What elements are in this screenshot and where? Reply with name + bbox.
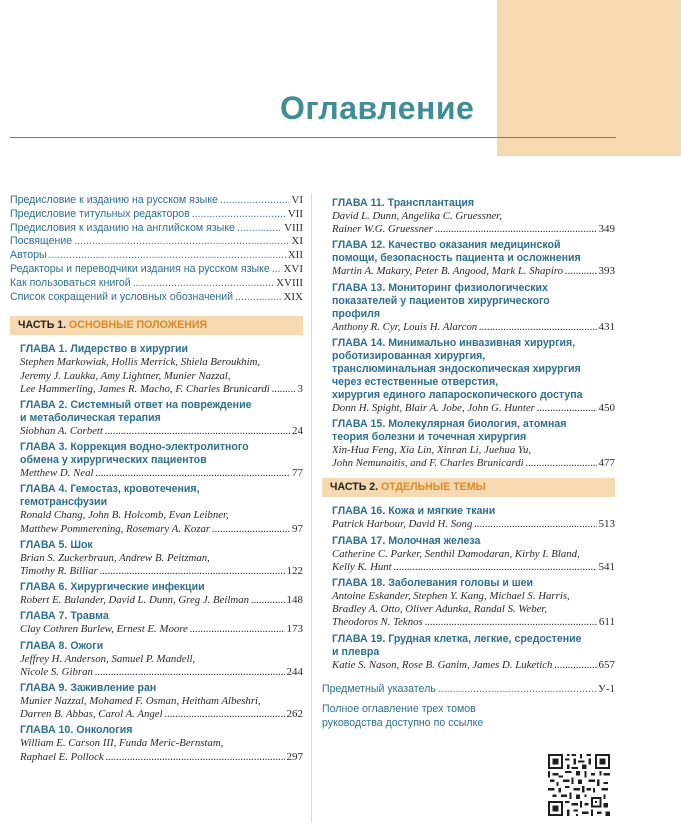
chapter-entry[interactable]: [20, 483, 303, 535]
chapter-title: ГЛАВА 10. Онкология: [20, 724, 133, 737]
chapter-authors: Ronald Chang, John B. Holcomb, Evan Leibner,: [20, 509, 229, 522]
chapter-authors-last-line: [20, 425, 303, 438]
page-number: 244: [286, 665, 303, 678]
dot-leader: [95, 666, 285, 679]
dot-leader: [95, 467, 290, 480]
chapter-entry[interactable]: [20, 682, 303, 721]
chapter-authors-last-line: [20, 565, 303, 578]
front-matter-item[interactable]: [10, 208, 303, 222]
dot-leader: [190, 623, 285, 636]
note-line: руководства доступно по ссылке: [322, 716, 484, 729]
front-matter-item[interactable]: [10, 263, 303, 277]
chapter-title: ГЛАВА 1. Лидерство в хирургии: [20, 343, 189, 356]
page-number: 393: [598, 265, 615, 278]
chapter-authors-last-line: [332, 457, 615, 470]
chapter-title: ГЛАВА 18. Заболевания головы и шеи: [332, 577, 534, 590]
chapter-authors-last-line: [332, 518, 615, 531]
page-number: VI: [291, 194, 303, 206]
dot-leader: [220, 194, 289, 208]
chapter-title: ГЛАВА 2. Системный ответ на повреждение: [20, 398, 252, 411]
page-number: 541: [598, 560, 615, 573]
chapter-authors: Xin-Hua Feng, Xia Lin, Xinran Li, Juehua Yu,: [332, 444, 532, 457]
right-column: [322, 194, 615, 730]
chapter-authors-last-line: [20, 623, 303, 636]
chapter-title: и плевра: [332, 645, 380, 658]
chapter-authors: Catherine C. Parker, Senthil Damodaran, Kirby I. Bland,: [332, 547, 580, 560]
index-entry[interactable]: [322, 682, 615, 696]
dot-leader: [105, 425, 290, 438]
chapter-title: ГЛАВА 14. Минимально инвазивная хирургия,: [332, 336, 576, 349]
chapter-entry[interactable]: [332, 535, 615, 574]
chapter-title: ГЛАВА 13. Мониторинг физиологических: [332, 281, 548, 294]
chapter-entry[interactable]: [332, 505, 615, 531]
chapter-entry[interactable]: [332, 418, 615, 470]
chapter-title: транслюминальная эндоскопическая хирургия: [332, 362, 581, 375]
chapter-authors-last-line: [20, 594, 303, 607]
chapter-list-left: [10, 343, 303, 763]
chapter-authors: Clay Cothren Burlew, Ernest E. Moore: [20, 623, 188, 636]
chapter-authors: Brian S. Zuckerbraun, Andrew B. Peitzman,: [20, 551, 210, 564]
page-number: 148: [286, 594, 303, 607]
chapter-entry[interactable]: [20, 581, 303, 607]
front-matter-item[interactable]: [10, 222, 303, 236]
page-number: VII: [287, 207, 303, 220]
chapter-authors: Antoine Eskander, Stephen Y. Kang, Michael S. Harris,: [332, 590, 570, 603]
page-number: 262: [286, 708, 303, 721]
dot-leader: [133, 277, 274, 291]
front-matter-title: Список сокращений и условных обозначений: [10, 290, 234, 303]
page-number: 24: [292, 424, 303, 437]
dot-leader: [537, 402, 597, 415]
dot-leader: [526, 457, 597, 470]
chapter-authors: Bradley A. Otto, Oliver Adunka, Randal S. Weber,: [332, 603, 548, 616]
chapter-title: ГЛАВА 11. Трансплантация: [332, 197, 475, 209]
front-matter-item[interactable]: [10, 291, 303, 305]
chapter-title: роботизированная хирургия,: [332, 349, 486, 362]
page-number: XVI: [283, 262, 303, 275]
chapter-authors: Stephen Markowiak, Hollis Merrick, Shiela Beroukhim,: [20, 356, 261, 369]
part-1-title: ОСНОВНЫЕ ПОЛОЖЕНИЯ: [69, 319, 208, 332]
page-number: XIX: [283, 290, 303, 303]
dot-leader: [438, 682, 596, 696]
chapter-entry[interactable]: [20, 724, 303, 763]
chapter-title: через естественные отверстия,: [332, 375, 499, 388]
front-matter-title: Предисловия к изданию на английском языке: [10, 221, 235, 234]
chapter-entry[interactable]: [332, 633, 615, 672]
page-title: Оглавление: [280, 90, 475, 126]
chapter-entry[interactable]: [20, 399, 303, 438]
title-divider: [10, 137, 616, 138]
chapter-title: ГЛАВА 9. Заживление ран: [20, 682, 157, 695]
dot-leader: [192, 208, 286, 222]
chapter-authors-last-line: [332, 321, 615, 334]
chapter-entry[interactable]: [332, 337, 615, 415]
chapter-authors-last-line: [332, 659, 615, 672]
chapter-title: ГЛАВА 3. Коррекция водно-электролитного: [20, 441, 249, 454]
chapter-authors: William E. Carson III, Funda Meric-Bernstam,: [20, 737, 224, 750]
chapter-authors: Munier Nazzal, Mohamed F. Osman, Heitham Albeshri,: [20, 695, 261, 708]
front-matter-title: Редакторы и переводчики издания на русском языке: [10, 262, 270, 275]
chapter-title: ГЛАВА 6. Хирургические инфекции: [20, 581, 205, 594]
chapter-entry[interactable]: [20, 343, 303, 396]
part-2-header: [322, 478, 615, 497]
chapter-authors: Raphael E. Pollock: [20, 750, 104, 763]
left-column: [10, 194, 303, 764]
chapter-authors: Matthew Pommerening, Rosemary A. Kozar: [20, 522, 211, 535]
chapter-title: ГЛАВА 12. Качество оказания медицинской: [332, 239, 561, 252]
chapter-title: ГЛАВА 19. Грудная клетка, легкие, средостение: [332, 632, 582, 645]
front-matter-title: Как пользоваться книгой: [10, 276, 131, 289]
part-1-header: [10, 316, 303, 335]
chapter-list-right-part2: [322, 505, 615, 671]
page-number: 657: [598, 658, 615, 671]
page-number: 477: [598, 457, 615, 470]
front-matter-title: Предисловие титульных редакторов: [10, 207, 190, 220]
dot-leader: [237, 222, 282, 236]
chapter-authors-last-line: [332, 265, 615, 278]
dot-leader: [106, 751, 285, 764]
dot-leader: [251, 594, 284, 607]
chapter-authors: Rainer W.G. Gruessner: [332, 223, 433, 236]
dot-leader: [394, 561, 597, 574]
page-number: 513: [598, 518, 615, 531]
chapter-authors: Donn H. Spight, Blair A. Jobe, John G. Hunter: [332, 401, 535, 414]
chapter-title: и метаболическая терапия: [20, 411, 161, 424]
dot-leader: [165, 708, 285, 721]
dot-leader: [474, 518, 596, 531]
chapter-entry[interactable]: [332, 577, 615, 630]
chapter-authors: Timothy R. Billiar: [20, 565, 98, 577]
chapter-entry[interactable]: [332, 197, 615, 236]
dot-leader: [100, 565, 285, 578]
dot-leader: [272, 263, 282, 277]
chapter-authors: Anthony R. Cyr, Louis H. Alarcon: [332, 320, 478, 333]
page-number: 349: [598, 223, 615, 236]
chapter-authors: Darren B. Abbas, Carol A. Angel: [20, 708, 163, 721]
chapter-title: ГЛАВА 15. Молекулярная биология, атомная: [332, 418, 567, 431]
chapter-authors: Lee Hammerling, James R. Macho, F. Charles Brunicardi: [20, 382, 270, 395]
page-number: VIII: [284, 221, 303, 234]
chapter-entry[interactable]: [20, 539, 303, 578]
chapter-authors: Robert E. Bulander, David L. Dunn, Greg J. Beilman: [20, 594, 250, 607]
page-number: XI: [291, 235, 303, 248]
chapter-authors-last-line: [20, 523, 303, 536]
dot-leader: [565, 265, 596, 278]
page-number: 297: [286, 750, 303, 763]
index-page: У-1: [598, 682, 615, 695]
chapter-authors-last-line: [20, 708, 303, 721]
chapter-title: хирургия единого лапароскопического доступа: [332, 388, 583, 401]
full-toc-note: [322, 702, 522, 730]
dot-leader: [435, 223, 597, 236]
chapter-title: ГЛАВА 16. Кожа и мягкие ткани: [332, 505, 496, 518]
page-number: 173: [286, 623, 303, 636]
chapter-authors-last-line: [20, 467, 303, 480]
chapter-title: ГЛАВА 5. Шок: [20, 538, 93, 551]
column-divider: [311, 194, 312, 822]
chapter-title: ГЛАВА 7. Травма: [20, 610, 109, 623]
chapter-title: ГЛАВА 8. Ожоги: [20, 639, 104, 652]
chapter-entry[interactable]: [20, 441, 303, 480]
front-matter-title: Посвящение: [10, 235, 73, 248]
chapter-authors-last-line: [332, 223, 615, 236]
dot-leader: [235, 291, 281, 305]
page-number: XII: [287, 249, 303, 262]
front-matter-item[interactable]: [10, 194, 303, 208]
chapter-title: обмена у хирургических пациентов: [20, 454, 207, 467]
dot-leader: [479, 321, 596, 334]
chapter-title: показателей у пациентов хирургического: [332, 294, 550, 307]
part-1-label: ЧАСТЬ 1.: [18, 319, 67, 332]
page-number: 450: [598, 401, 615, 414]
note-line: Полное оглавление трех томов: [322, 702, 476, 715]
chapter-authors: Theodoros N. Teknos: [332, 616, 423, 629]
front-matter-list: [10, 194, 303, 304]
chapter-authors: Jeremy J. Laukka, Amy Lightner, Munier Nazzal,: [20, 369, 231, 382]
dot-leader: [74, 235, 289, 249]
front-matter-item[interactable]: [10, 235, 303, 249]
page-number: XVIII: [276, 276, 303, 289]
chapter-authors: Nicole S. Gibran: [20, 665, 93, 678]
front-matter-title: Предисловие к изданию на русском языке: [10, 194, 218, 206]
chapter-title: ГЛАВА 4. Гемостаз, кровотечения,: [20, 483, 200, 496]
front-matter-item[interactable]: [10, 277, 303, 291]
chapter-authors: Katie S. Nason, Rose B. Ganim, James D. Luketich: [332, 658, 553, 671]
dot-leader: [425, 616, 597, 629]
chapter-entry[interactable]: [20, 640, 303, 679]
chapter-title: ГЛАВА 17. Молочная железа: [332, 534, 481, 547]
part-2-title: ОТДЕЛЬНЫЕ ТЕМЫ: [381, 481, 486, 494]
index-title: Предметный указатель: [322, 682, 436, 695]
part-2-label: ЧАСТЬ 2.: [330, 481, 379, 494]
page-number: 3: [297, 382, 303, 395]
chapter-entry[interactable]: [332, 239, 615, 278]
chapter-title: гемотрансфузии: [20, 496, 108, 509]
chapter-entry[interactable]: [332, 282, 615, 334]
chapter-authors: Metthew D. Neal: [20, 467, 94, 480]
chapter-authors-last-line: [20, 383, 303, 396]
header-accent-block: [497, 0, 681, 156]
page-number: 97: [292, 522, 303, 535]
dot-leader: [212, 523, 290, 536]
qr-code-icon[interactable]: [548, 754, 610, 816]
chapter-authors: Kelly K. Hunt: [332, 560, 392, 573]
chapter-authors-last-line: [332, 402, 615, 415]
chapter-authors: Patrick Harbour, David H. Song: [332, 518, 473, 531]
dot-leader: [49, 249, 286, 263]
page-number: 122: [286, 565, 303, 577]
chapter-authors-last-line: [332, 616, 615, 629]
chapter-list-right-part1: [322, 197, 615, 470]
chapter-authors: Siobhan A. Corbett: [20, 424, 103, 437]
dot-leader: [272, 383, 296, 396]
front-matter-item[interactable]: [10, 249, 303, 263]
chapter-title: профиля: [332, 307, 381, 320]
front-matter-title: Авторы: [10, 249, 47, 262]
chapter-authors-last-line: [20, 751, 303, 764]
chapter-authors: Jeffrey H. Anderson, Samuel P. Mandell,: [20, 652, 196, 665]
page-number: 77: [292, 467, 303, 480]
chapter-authors-last-line: [20, 666, 303, 679]
chapter-authors: Martin A. Makary, Peter B. Angood, Mark L. Shapiro: [332, 265, 564, 278]
chapter-entry[interactable]: [20, 610, 303, 636]
page-number: 611: [598, 616, 615, 629]
chapter-authors-last-line: [332, 561, 615, 574]
chapter-authors: John Nemunaitis, and F. Charles Brunicardi: [332, 457, 524, 470]
chapter-authors: David L. Dunn, Angelika C. Gruessner,: [332, 210, 502, 222]
chapter-title: помощи, безопасность пациента и осложнения: [332, 252, 581, 265]
chapter-title: теория болезни и точечная хирургия: [332, 431, 527, 444]
dot-leader: [554, 659, 596, 672]
page-number: 431: [598, 320, 615, 333]
